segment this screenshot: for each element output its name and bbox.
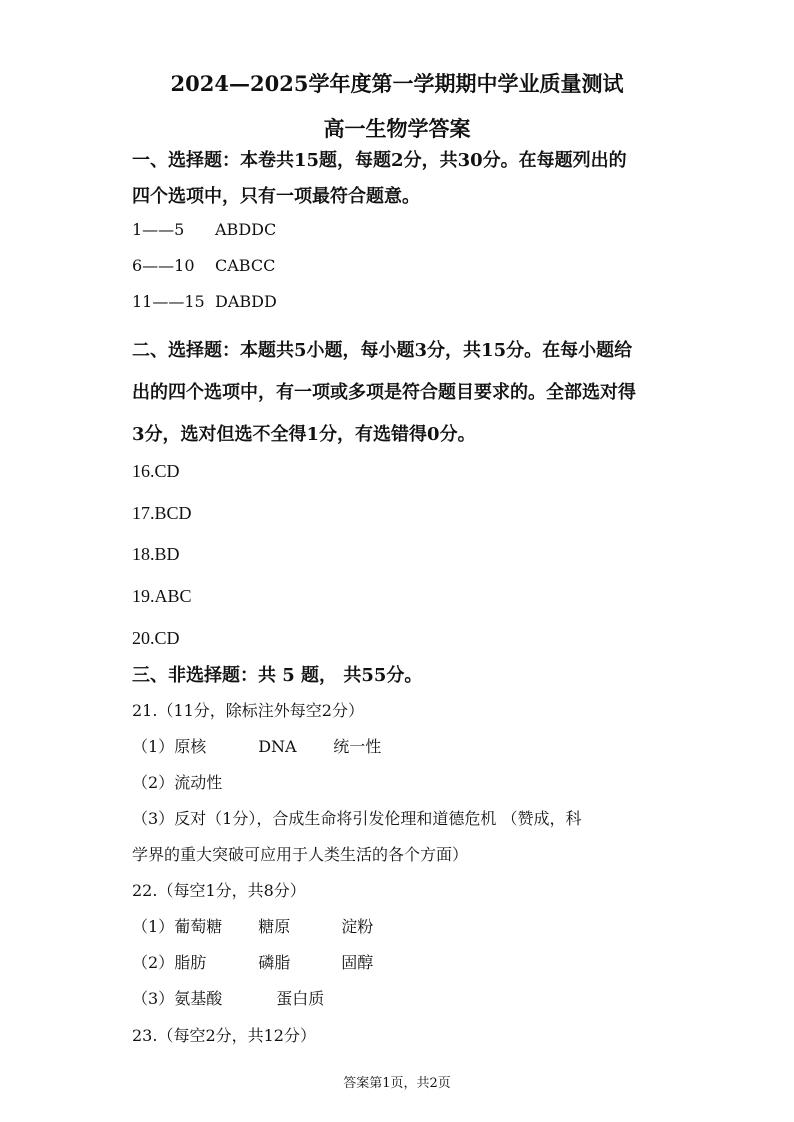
answer-blank: 磷脂 [258, 953, 291, 972]
section2-answer: 19.ABC [132, 586, 192, 606]
question21-header: 21.（11分，除标注外每空2分） [132, 701, 364, 720]
answer-blank: 葡萄糖 [174, 917, 223, 936]
answer-blank: 统一性 [333, 737, 382, 756]
part-label: （2） [132, 953, 175, 972]
section1-answer-row [132, 292, 277, 311]
answer-range: 11——15 [132, 292, 205, 311]
answer-range: 1——5 [132, 220, 185, 239]
answer-letters: ABDDC [215, 220, 277, 239]
answer-blank: 蛋白质 [276, 989, 325, 1008]
page-footer: 答案第1页，共2页 [343, 1076, 451, 1091]
section1-answer-row [132, 256, 275, 275]
answer-blank: DNA [258, 737, 297, 756]
answer-blank: 固醇 [341, 953, 374, 972]
section2-instructions-line2: 出的四个选项中，有一项或多项是符合题目要求的。全部选对得 [132, 382, 636, 403]
part-label: （3） [132, 989, 175, 1008]
section2-answer: 16.CD [132, 461, 180, 481]
question21-part3-line1: （3）反对（1分），合成生命将引发伦理和道德危机 （赞成，科 [132, 809, 582, 828]
section1-instructions-line1: 一、选择题：本卷共15题，每题2分，共30分。在每题列出的 [132, 150, 627, 171]
part-label: （1） [132, 917, 175, 936]
section2-answer: 17.BCD [132, 503, 192, 523]
section2-answer: 18.BD [132, 544, 180, 564]
document-title: 2024—2025学年度第一学期期中学业质量测试 [170, 71, 624, 96]
question21-part1 [132, 734, 381, 757]
section2-instructions-line1: 二、选择题：本题共5小题，每小题3分，共15分。在每小题给 [132, 340, 633, 361]
question22-header: 22.（每空1分，共8分） [132, 881, 306, 900]
question23-header: 23.（每空2分，共12分） [132, 1026, 316, 1045]
section1-instructions-line2: 四个选项中，只有一项最符合题意。 [132, 186, 420, 207]
question21-part2 [132, 770, 222, 793]
question22-part2 [132, 950, 373, 973]
section3-heading: 三、非选择题：共 5 题， 共55分。 [132, 665, 423, 686]
answer-letters: CABCC [215, 256, 276, 275]
question21-part3-line2: 学界的重大突破可应用于人类生活的各个方面） [132, 845, 469, 864]
document-subtitle: 高一生物学答案 [323, 116, 471, 141]
question22-part1 [132, 914, 373, 937]
section2-answer: 20.CD [132, 628, 180, 648]
part-label: （1） [132, 737, 175, 756]
answer-letters: DABDD [215, 292, 277, 311]
answer-blank: 流动性 [174, 773, 223, 792]
part-label: （2） [132, 773, 175, 792]
answer-range: 6——10 [132, 256, 195, 275]
answer-blank: 氨基酸 [174, 989, 223, 1008]
answer-blank: 糖原 [258, 917, 291, 936]
section2-instructions-line3: 3分，选对但选不全得1分，有选错得0分。 [132, 424, 476, 445]
answer-blank: 脂肪 [174, 953, 207, 972]
answer-blank: 原核 [174, 737, 207, 756]
answer-blank: 淀粉 [341, 917, 374, 936]
section1-answer-row [132, 220, 276, 239]
question22-part3 [132, 986, 324, 1009]
